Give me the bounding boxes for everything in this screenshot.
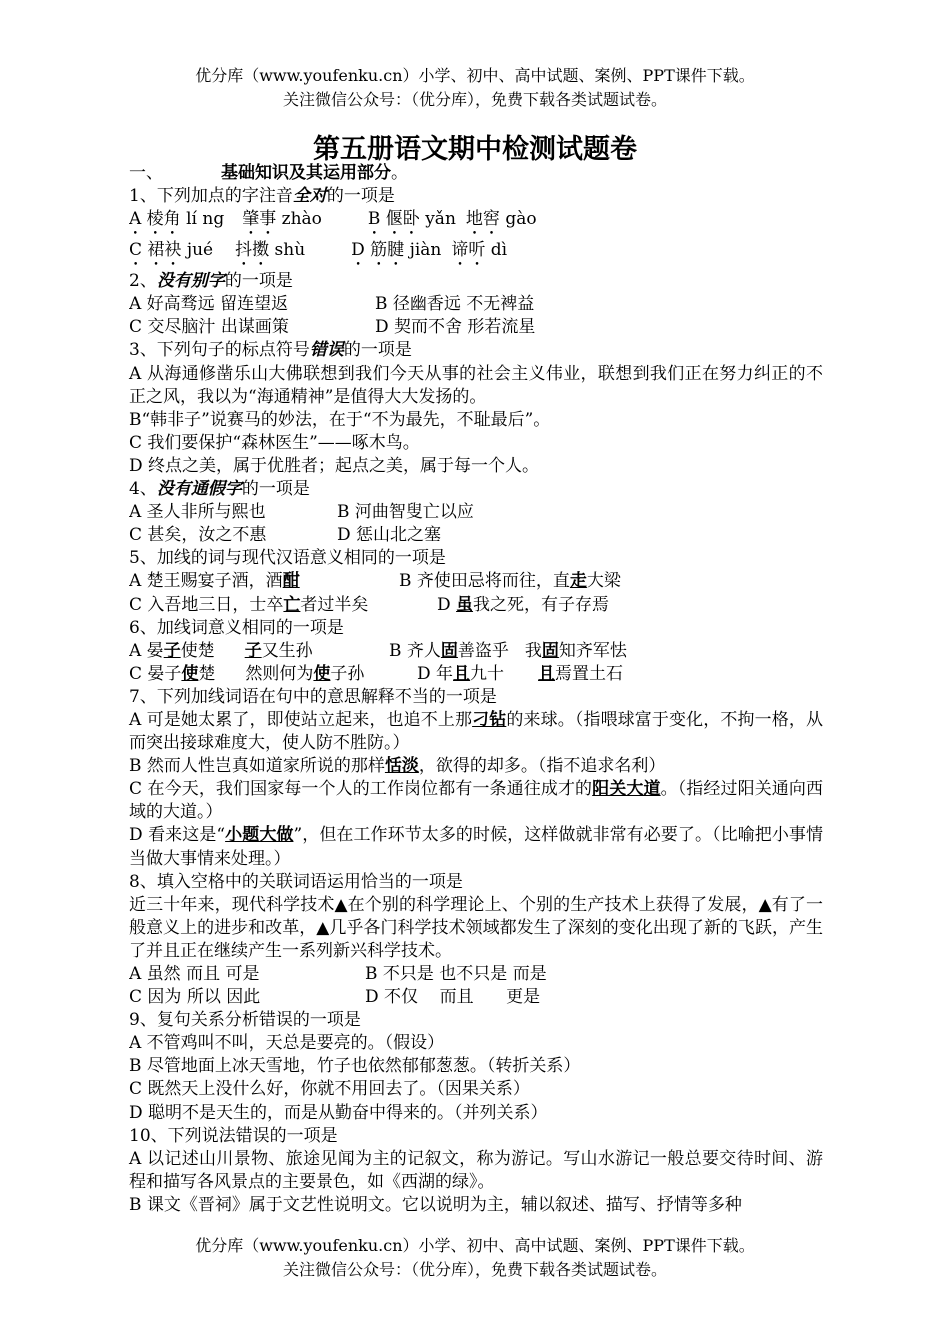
option-text: 我: [524, 640, 542, 661]
underlined-word: 子: [244, 640, 262, 661]
option-text: 大梁: [586, 571, 621, 592]
option-word: 谛听: [451, 240, 486, 261]
option-text: 我之死，有子存焉: [473, 594, 610, 615]
underlined-word: 使: [181, 663, 199, 684]
option-text: ，欲得的却多。（指不追求名利）: [418, 756, 666, 777]
question-7-option-c: [129, 778, 823, 824]
option-text: A 可是她太累了，即使站立起来，也追不上那: [129, 709, 473, 730]
footer-line-1: 优分库（www.youfenku.cn）小学、初中、高中试题、案例、PPT课件下载。: [195, 1236, 755, 1255]
passage-text: 近三十年来，现代科学技术: [129, 894, 335, 915]
option-text: A 晏: [129, 640, 164, 661]
header-line-2: 关注微信公众号：（优分库），免费下载各类试题试卷。: [282, 90, 667, 109]
section-number: 一、: [129, 163, 163, 183]
question-8-options-ab: [129, 963, 823, 986]
passage-text: 在个别的科学理论上、个别的生产技术上获得了发展，: [347, 894, 759, 915]
passage-text: 有了一般意义上的进步和改革，: [129, 894, 824, 938]
option-text: B 齐使田忌将而往，直: [399, 571, 570, 592]
stem-text: 3、下列句子的标点符号: [129, 340, 310, 361]
option-text: 九十: [470, 663, 505, 684]
stem-text: 2、: [129, 271, 157, 292]
option-a: A 圣人非所与熙也: [129, 502, 266, 523]
question-2-options-cd: [129, 316, 823, 339]
option-text: 善盗乎: [457, 640, 509, 661]
question-9-option-d: D 聪明不是天生的，而是从勤奋中得来的。（并列关系）: [129, 1102, 548, 1123]
underlined-word: 且: [453, 663, 471, 684]
option-a: A 好高骛远 留连望返: [129, 294, 289, 315]
stem-text: 的一项是: [224, 271, 293, 292]
question-10-option-a: A 以记述山川景物、旅途见闻为主的记叙文，称为游记。写山水游记一般总要交待时间、游程和描写各风景点的主要景色，如《西湖的绿》。: [129, 1148, 823, 1192]
option-pinyin: zhào: [281, 209, 322, 230]
underlined-word: 虽: [456, 594, 474, 615]
passage-text: 几乎各门科学技术领域都发生了深刻的变化出现了新的飞跃，产生了并且正在继续产生一系列新兴科学技术。: [129, 917, 824, 961]
option-text: D 看来这是“: [129, 825, 226, 846]
header-line-1: 优分库（www.youfenku.cn）小学、初中、高中试题、案例、PPT课件下载。: [195, 66, 755, 85]
option-text: 又生孙: [261, 640, 313, 661]
option-c: C 交尽脑汁 出谋画策: [129, 317, 289, 338]
option-text: 焉置土石: [555, 663, 624, 684]
underlined-word: 走: [569, 571, 587, 592]
exam-body: [129, 162, 823, 1217]
stem-emphasis: 没有通假字: [156, 479, 242, 500]
option-text: 的来球。（指喂球富于变化，不拘一格，从而突出接球难度大，使人防不胜防。）: [129, 709, 824, 754]
option-word: B 偃卧: [367, 209, 420, 230]
question-9-stem: 9、复句关系分析错误的一项是: [129, 1010, 361, 1031]
underlined-word: 亡: [283, 594, 301, 615]
blank-triangle: ▲: [334, 894, 348, 915]
option-word: A 棱角: [129, 209, 181, 230]
footer-line-2: 关注微信公众号：（优分库），免费下载各类试题试卷。: [282, 1260, 667, 1279]
underlined-word: 子: [163, 640, 181, 661]
page-header: [0, 64, 950, 112]
option-text: 使楚: [180, 640, 215, 661]
question-3-option-d: D 终点之美，属于优胜者；起点之美，属于每一个人。: [129, 455, 540, 476]
option-c: C 甚矣，汝之不惠: [129, 525, 267, 546]
underlined-word: 固: [440, 640, 458, 661]
option-pinyin: lí ng: [186, 209, 225, 230]
section-label: 基础知识及其运用部分: [221, 163, 391, 183]
option-text: C 在今天，我们国家每一个人的工作岗位都有一条通往成才的: [129, 779, 593, 800]
underlined-word: 小题大做: [225, 825, 294, 846]
option-text: D 年: [417, 663, 454, 684]
question-1-options-ab: [129, 208, 823, 239]
option-pinyin: dì: [490, 240, 508, 261]
underlined-word: 刁钻: [472, 709, 507, 730]
stem-text: 4、: [129, 479, 157, 500]
question-6-options-ab: [129, 640, 823, 663]
question-5-options-ab: [129, 570, 823, 593]
page-footer: [0, 1234, 950, 1282]
question-5-options-cd: [129, 594, 823, 617]
option-word: C 裙袂: [129, 240, 182, 261]
stem-emphasis: 没有别字: [156, 271, 225, 292]
underlined-word: 酣: [282, 571, 300, 592]
option-pinyin: jiàn: [409, 240, 442, 261]
option-word: 抖擞: [235, 240, 270, 261]
underlined-word: 使: [313, 663, 331, 684]
question-8-passage: [129, 894, 823, 963]
question-10-stem: 10、下列说法错误的一项是: [129, 1125, 338, 1146]
blank-triangle: ▲: [758, 894, 772, 915]
option-text: B 然而人性岂真如道家所说的那样: [129, 756, 385, 777]
section-heading: [129, 162, 823, 185]
underlined-word: 固: [541, 640, 559, 661]
option-a: A 虽然 而且 可是: [129, 964, 260, 984]
stem-emphasis: 全对: [292, 186, 327, 207]
question-8-stem: 8、填入空格中的关联词语运用恰当的一项是: [129, 871, 463, 892]
stem-text: 的一项是: [343, 340, 412, 361]
option-c: C 因为 所以 因此: [129, 987, 261, 1008]
option-b: B 不只是 也不只是 而是: [365, 964, 547, 984]
option-text: C 入吾地三日，士卒: [129, 594, 284, 615]
question-8-options-cd: [129, 986, 823, 1009]
page-title: 第五册语文期中检测试题卷: [313, 134, 637, 165]
stem-emphasis: 错误: [309, 340, 344, 361]
question-6-stem: 6、加线词意义相同的一项是: [129, 617, 344, 638]
option-pinyin: gào: [505, 209, 537, 230]
question-3-option-c: C 我们要保护“森林医生”——啄木鸟。: [129, 432, 420, 453]
question-9-option-b: B 尽管地面上冰天雪地，竹子也依然郁郁葱葱。（转折关系）: [129, 1056, 581, 1077]
question-3-option-b: B“韩非子”说赛马的妙法，在于“不为最先，不耻最后”。: [129, 409, 551, 430]
option-b: B 径幽香远 不无裨益: [375, 294, 535, 315]
blank-triangle: ▲: [316, 917, 330, 938]
question-7-option-b: [129, 755, 823, 778]
option-word: D 筋腱: [351, 240, 405, 261]
question-2-options-ab: [129, 293, 823, 316]
question-10-option-b: B 课文《晋祠》属于文艺性说明文。它以说明为主，辅以叙述、描写、抒情等多种: [129, 1194, 742, 1215]
question-1-options-cd: [129, 239, 823, 270]
question-3-option-a: A 从海通修凿乐山大佛联想到我们今天从事的社会主义伟业，联想到我们正在努力纠正的不正之风，我以为“海通精神”是值得大大发扬的。: [129, 363, 823, 407]
stem-text: 的一项是: [241, 479, 310, 500]
option-pinyin: shù: [274, 240, 306, 261]
option-pinyin: jué: [186, 240, 214, 261]
underlined-word: 恬淡: [384, 756, 419, 777]
section-end: 。: [391, 163, 408, 183]
stem-text: 1、下列加点的字注音: [129, 186, 293, 207]
option-text: 者过半矣: [300, 594, 369, 615]
option-word: 肇事: [242, 209, 277, 230]
question-3-stem: [129, 339, 823, 362]
underlined-word: 且: [538, 663, 556, 684]
underlined-word: 阳关大道: [592, 779, 661, 800]
option-text: D: [437, 594, 457, 615]
option-d: D 契而不舍 形若流星: [375, 317, 536, 338]
option-text: C 晏子: [129, 663, 182, 684]
option-d: D 不仅 而且 更是: [365, 987, 541, 1008]
question-2-stem: [129, 270, 823, 293]
option-text: A 楚王赐宴子酒，酒: [129, 571, 283, 592]
question-7-option-d: [129, 824, 823, 870]
question-1-stem: [129, 185, 823, 208]
option-word: 地窖: [465, 209, 500, 230]
question-9-option-c: C 既然天上没什么好，你就不用回去了。（因果关系）: [129, 1079, 530, 1100]
question-4-options-cd: [129, 524, 823, 547]
option-text: 知齐军怯: [558, 640, 627, 661]
question-9-option-a: A 不管鸡叫不叫，天总是要亮的。（假设）: [129, 1033, 445, 1054]
option-b: B 河曲智叟亡以应: [337, 502, 474, 523]
question-4-stem: [129, 478, 823, 501]
option-text: 子孙: [330, 663, 365, 684]
question-6-options-cd: [129, 663, 823, 686]
stem-text: 的一项是: [326, 186, 395, 207]
question-7-option-a: [129, 709, 823, 755]
question-5-stem: 5、加线的词与现代汉语意义相同的一项是: [129, 548, 446, 569]
option-text: 。（指经过阳关通向西域的大道。）: [129, 779, 824, 823]
option-text: 然则何为: [245, 663, 314, 684]
option-text: 楚: [198, 663, 216, 684]
option-text: B 齐人: [389, 640, 441, 661]
question-7-stem: 7、下列加线词语在句中的意思解释不当的一项是: [129, 686, 497, 707]
option-pinyin: yǎn: [425, 209, 456, 230]
option-text: ”，但在工作环节太多的时候，这样做就非常有必要了。（比喻把小事情当做大事情来处理。）: [129, 825, 823, 869]
option-d: D 惩山北之塞: [337, 525, 442, 546]
question-4-options-ab: [129, 501, 823, 524]
